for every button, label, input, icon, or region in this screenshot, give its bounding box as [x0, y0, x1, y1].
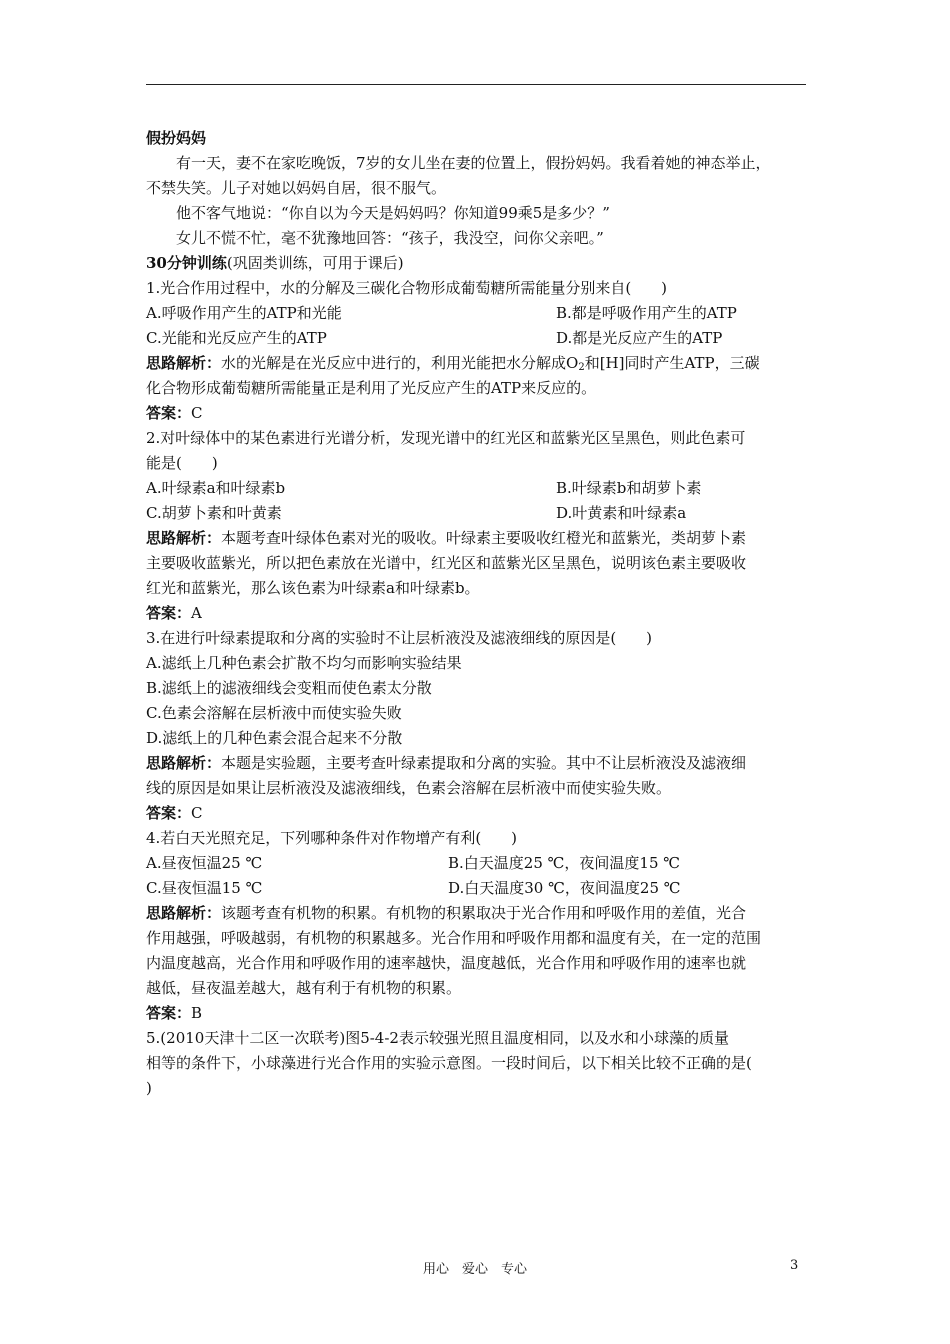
question-3-option-b: B.滤纸上的滤液细线会变粗而使色素太分散 [146, 679, 432, 697]
footer-motto: 用心 爱心 专心 [422, 1262, 527, 1277]
question-5-stem-cont-2: ) [146, 1079, 152, 1097]
question-1-analysis-cont: 化合物形成葡萄糖所需能量正是利用了光反应产生的ATP来反应的。 [146, 379, 597, 397]
question-3-option-a: A.滤纸上几种色素会扩散不均匀而影响实验结果 [146, 654, 462, 672]
question-2-analysis-cont-1: 主要吸收蓝紫光，所以把色素放在光谱中，红光区和蓝紫光区呈黑色，说明该色素主要吸收 [146, 554, 747, 572]
question-4-analysis-cont-3: 越低，昼夜温差越大，越有利于有机物的积累。 [146, 979, 462, 997]
question-5-stem: 5.(2010天津十二区一次联考)图5-4-2表示较强光照且温度相同，以及水和小球藻的质量 [146, 1029, 729, 1047]
question-3-analysis-cont: 线的原因是如果让层析液没及滤液细线，色素会溶解在层析液中而使实验失败。 [146, 779, 672, 797]
question-2-answer: 答案：A [146, 604, 202, 622]
story-paragraph-1-cont: 不禁失笑。儿子对她以妈妈自居，很不服气。 [146, 179, 447, 197]
question-5-stem-cont-1: 相等的条件下，小球藻进行光合作用的实验示意图。一段时间后，以下相关比较不正确的是( [146, 1054, 752, 1072]
story-paragraph-3: 女儿不慌不忙，毫不犹豫地回答：“孩子，我没空，问你父亲吧。” [176, 229, 604, 247]
question-4-options-ab: A.昼夜恒温25 ℃ B.白天温度25 ℃，夜间温度15 ℃ [146, 854, 681, 872]
story-title: 假扮妈妈 [146, 129, 207, 147]
question-4-stem: 4.若白天光照充足，下列哪种条件对作物增产有利( ) [146, 829, 518, 847]
story-paragraph-2: 他不客气地说：“你自以为今天是妈妈吗？你知道99乘5是多少？” [176, 204, 610, 222]
question-3-option-d: D.滤纸上的几种色素会混合起来不分散 [146, 729, 403, 747]
question-1-options-cd: C.光能和光反应产生的ATP D.都是光反应产生的ATP [146, 329, 723, 347]
question-3-analysis: 思路解析：本题是实验题，主要考查叶绿素提取和分离的实验。其中不让层析液没及滤液细 [146, 754, 747, 772]
question-1-options-ab: A.呼吸作用产生的ATP和光能 B.都是呼吸作用产生的ATP [146, 304, 737, 322]
document-body [146, 126, 810, 1101]
question-4-analysis-cont-1: 作用越强，呼吸越弱，有机物的积累越多。光合作用和呼吸作用都和温度有关，在一定的范围 [146, 929, 762, 947]
page-number: 3 [790, 1258, 799, 1273]
question-2-analysis-cont-2: 红光和蓝紫光，那么该色素为叶绿素a和叶绿素b。 [146, 579, 480, 597]
question-2-stem-cont: 能是( ) [146, 454, 218, 472]
question-1-answer: 答案：C [146, 404, 203, 422]
question-3-answer: 答案：C [146, 804, 203, 822]
question-4-options-cd: C.昼夜恒温15 ℃ D.白天温度30 ℃，夜间温度25 ℃ [146, 879, 681, 897]
question-4-analysis: 思路解析：该题考查有机物的积累。有机物的积累取决于光合作用和呼吸作用的差值，光合 [146, 904, 747, 922]
story-paragraph-1: 有一天，妻不在家吃晚饭，7岁的女儿坐在妻的位置上，假扮妈妈。我看着她的神态举止， [176, 154, 771, 172]
question-1-stem: 1.光合作用过程中，水的分解及三碳化合物形成葡萄糖所需能量分别来自( ) [146, 279, 668, 297]
question-3-option-c: C.色素会溶解在层析液中而使实验失败 [146, 704, 402, 722]
question-1-analysis: 思路解析：水的光解是在光反应中进行的，利用光能把水分解成$O_2$和[H]同时产生ATP，三碳 [146, 354, 760, 373]
question-4-answer: 答案：B [146, 1004, 203, 1022]
question-2-options-ab: A.叶绿素a和叶绿素b B.叶绿素b和胡萝卜素 [146, 479, 702, 497]
question-2-stem: 2.对叶绿体中的某色素进行光谱分析，发现光谱中的红光区和蓝紫光区呈黑色，则此色素可 [146, 429, 746, 447]
header-rule [146, 84, 806, 85]
question-2-analysis: 思路解析：本题考查叶绿体色素对光的吸收。叶绿素主要吸收红橙光和蓝紫光，类胡萝卜素 [146, 529, 747, 547]
question-4-analysis-cont-2: 内温度越高，光合作用和呼吸作用的速率越快，温度越低，光合作用和呼吸作用的速率也就 [146, 954, 747, 972]
question-2-options-cd: C.胡萝卜素和叶黄素 D.叶黄素和叶绿素a [146, 504, 687, 522]
question-3-stem: 3.在进行叶绿素提取和分离的实验时不让层析液没及滤液细线的原因是( ) [146, 629, 653, 647]
section-heading: 30分钟训练(巩固类训练，可用于课后) [146, 254, 404, 272]
